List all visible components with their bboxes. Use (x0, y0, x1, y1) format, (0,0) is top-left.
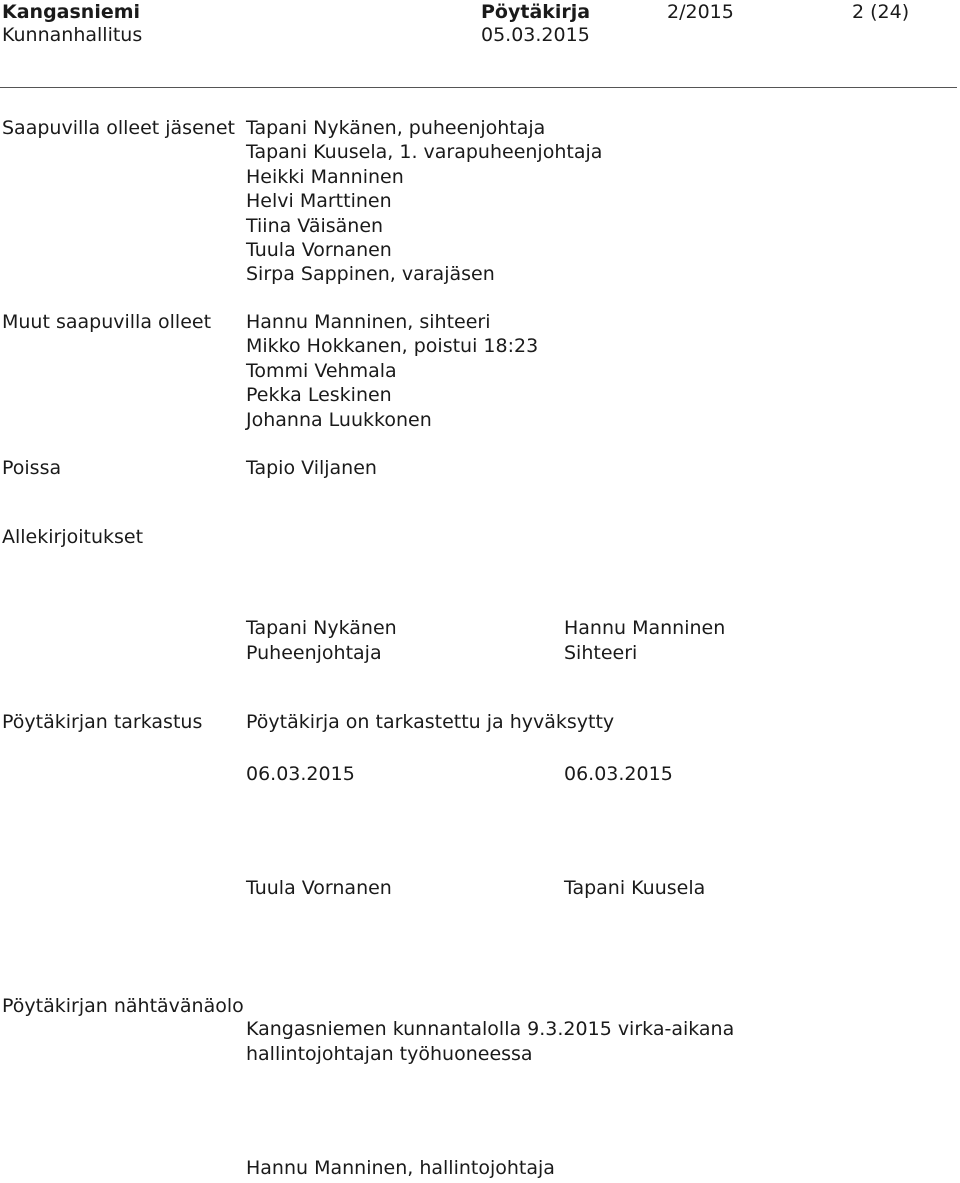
other-attendee-item: Johanna Luukkonen (246, 408, 432, 431)
reviewer-1-name: Tuula Vornanen (246, 877, 392, 899)
chair-name: Tapani Nykänen (246, 617, 397, 639)
chair-role: Puheenjohtaja (246, 642, 382, 664)
member-item: Heikki Manninen (246, 165, 404, 188)
document-number: 2/2015 (667, 1, 734, 23)
page-number: 2 (24) (852, 1, 910, 23)
members-list (246, 116, 602, 287)
absent-item: Tapio Viljanen (246, 457, 377, 479)
member-item: Tapani Kuusela, 1. varapuheenjohtaja (246, 141, 603, 164)
municipality-name: Kangasniemi (2, 1, 141, 23)
review-statement: Pöytäkirja on tarkastettu ja hyväksytty (246, 711, 615, 733)
member-item: Tiina Väisänen (246, 214, 384, 237)
document-type: Pöytäkirja (481, 1, 591, 23)
reviewer-2-name: Tapani Kuusela (564, 877, 706, 899)
other-attendee-item: Hannu Manninen, sihteeri (246, 311, 491, 333)
other-attendee-item: Mikko Hokkanen, poistui 18:23 (246, 335, 539, 358)
signatures-label: Allekirjoitukset (2, 526, 144, 548)
absent-label: Poissa (2, 457, 62, 479)
review-label: Pöytäkirjan tarkastus (2, 711, 203, 733)
other-attendee-item: Pekka Leskinen (246, 384, 392, 407)
others-list (246, 310, 538, 432)
governing-body: Kunnanhallitus (2, 24, 143, 46)
header-divider (0, 87, 957, 88)
display-location-line-2: hallintojohtajan työhuoneessa (246, 1043, 533, 1065)
review-date-2: 06.03.2015 (564, 763, 673, 785)
display-label: Pöytäkirjan nähtävänäolo (2, 995, 244, 1017)
review-date-1: 06.03.2015 (246, 763, 355, 785)
members-label: Saapuvilla olleet jäsenet (2, 117, 235, 139)
others-label: Muut saapuvilla olleet (2, 311, 212, 333)
member-item: Helvi Marttinen (246, 190, 392, 213)
display-signer: Hannu Manninen, hallintojohtaja (246, 1157, 555, 1179)
other-attendee-item: Tommi Vehmala (246, 359, 397, 382)
meeting-date: 05.03.2015 (481, 24, 590, 46)
member-item: Sirpa Sappinen, varajäsen (246, 263, 495, 286)
display-location-line-1: Kangasniemen kunnantalolla 9.3.2015 virka-aikana (246, 1018, 735, 1040)
member-item: Tuula Vornanen (246, 238, 392, 261)
secretary-role: Sihteeri (564, 642, 638, 664)
member-item: Tapani Nykänen, puheenjohtaja (246, 117, 546, 139)
secretary-name: Hannu Manninen (564, 617, 726, 639)
